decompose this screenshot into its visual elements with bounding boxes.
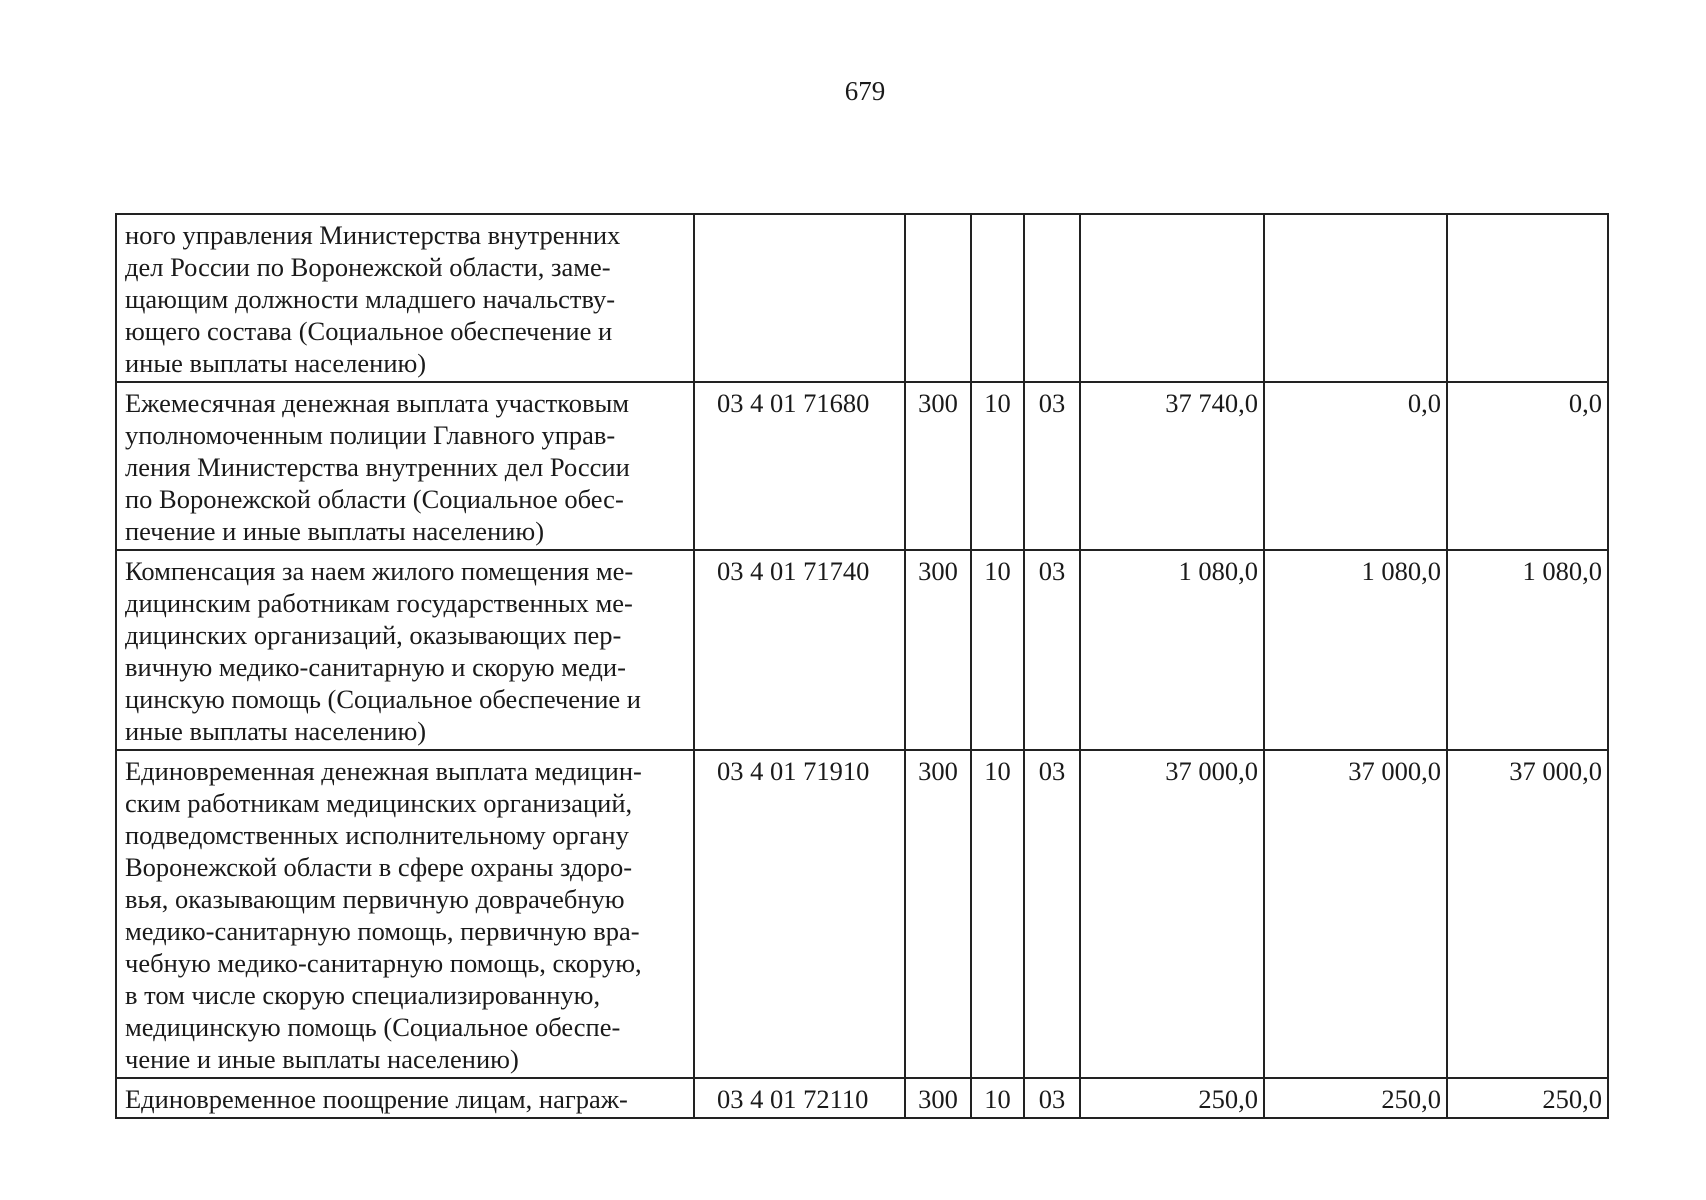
amount-year2-cell: 250,0 [1264,1078,1447,1118]
section-cell: 10 [971,382,1024,550]
table-row [116,1078,1608,1118]
table-row [116,382,1608,550]
amount-year1-cell: 37 740,0 [1080,382,1264,550]
table-body [116,214,1608,1118]
description-line: по Воронежской области (Социальное обес- [125,484,624,514]
subsection-cell: 03 [1024,550,1080,750]
description-line: чебную медико-санитарную помощь, скорую, [125,948,642,978]
code-cell: 03 4 01 71680 [694,382,905,550]
section-cell: 10 [971,1078,1024,1118]
description-line: подведомственных исполнительному органу [125,820,629,850]
expense-type-cell: 300 [905,750,971,1078]
description-line: Компенсация за наем жилого помещения ме- [125,556,634,586]
description-line: Единовременная денежная выплата медицин- [125,756,642,786]
table-row [116,214,1608,382]
subsection-cell: 03 [1024,382,1080,550]
description-line: ющего состава (Социальное обеспечение и [125,316,613,346]
expense-type-cell: 300 [905,1078,971,1118]
description-line: Единовременное поощрение лицам, награж- [125,1084,628,1114]
budget-table [115,213,1609,1119]
description-line: вичную медико-санитарную и скорую меди- [125,652,626,682]
amount-year1-cell [1080,214,1264,382]
code-cell [694,214,905,382]
description-cell [116,382,694,550]
amount-year3-cell: 250,0 [1447,1078,1608,1118]
description-cell [116,550,694,750]
page-number: 679 [844,76,886,106]
description-line: ления Министерства внутренних дел России [125,452,630,482]
amount-year3-cell: 0,0 [1447,382,1608,550]
subsection-cell [1024,214,1080,382]
amount-year1-cell: 250,0 [1080,1078,1264,1118]
table-row [116,550,1608,750]
description-line: в том числе скорую специализированную, [125,980,601,1010]
expense-type-cell: 300 [905,382,971,550]
subsection-cell: 03 [1024,1078,1080,1118]
amount-year3-cell: 1 080,0 [1447,550,1608,750]
amount-year2-cell: 37 000,0 [1264,750,1447,1078]
description-line: цинскую помощь (Социальное обеспечение и [125,684,641,714]
section-cell: 10 [971,750,1024,1078]
description-line: иные выплаты населению) [125,348,427,378]
section-cell [971,214,1024,382]
description-line: чение и иные выплаты населению) [125,1044,519,1074]
expense-type-cell: 300 [905,550,971,750]
amount-year1-cell: 1 080,0 [1080,550,1264,750]
subsection-cell: 03 [1024,750,1080,1078]
description-line: уполномоченным полиции Главного управ- [125,420,616,450]
description-line: Ежемесячная денежная выплата участковым [125,388,630,418]
description-line: щающим должности младшего начальству- [125,284,616,314]
description-cell [116,750,694,1078]
code-cell: 03 4 01 72110 [694,1078,905,1118]
amount-year2-cell: 0,0 [1264,382,1447,550]
description-line: дел России по Воронежской области, заме- [125,252,611,282]
table-row [116,750,1608,1078]
section-cell: 10 [971,550,1024,750]
code-cell: 03 4 01 71740 [694,550,905,750]
code-cell: 03 4 01 71910 [694,750,905,1078]
description-line: медицинскую помощь (Социальное обеспе- [125,1012,621,1042]
description-line: иные выплаты населению) [125,716,427,746]
description-cell [116,214,694,382]
amount-year1-cell: 37 000,0 [1080,750,1264,1078]
description-line: Воронежской области в сфере охраны здоро- [125,852,633,882]
expense-type-cell [905,214,971,382]
description-line: ским работникам медицинских организаций, [125,788,633,818]
description-line: медико-санитарную помощь, первичную вра- [125,916,640,946]
amount-year2-cell [1264,214,1447,382]
description-line: вья, оказывающим первичную доврачебную [125,884,625,914]
description-line: дицинских организаций, оказывающих пер- [125,620,622,650]
description-line: печение и иные выплаты населению) [125,516,545,546]
amount-year2-cell: 1 080,0 [1264,550,1447,750]
amount-year3-cell: 37 000,0 [1447,750,1608,1078]
description-line: ного управления Министерства внутренних [125,220,621,250]
description-cell [116,1078,694,1118]
amount-year3-cell [1447,214,1608,382]
description-line: дицинским работникам государственных ме- [125,588,633,618]
